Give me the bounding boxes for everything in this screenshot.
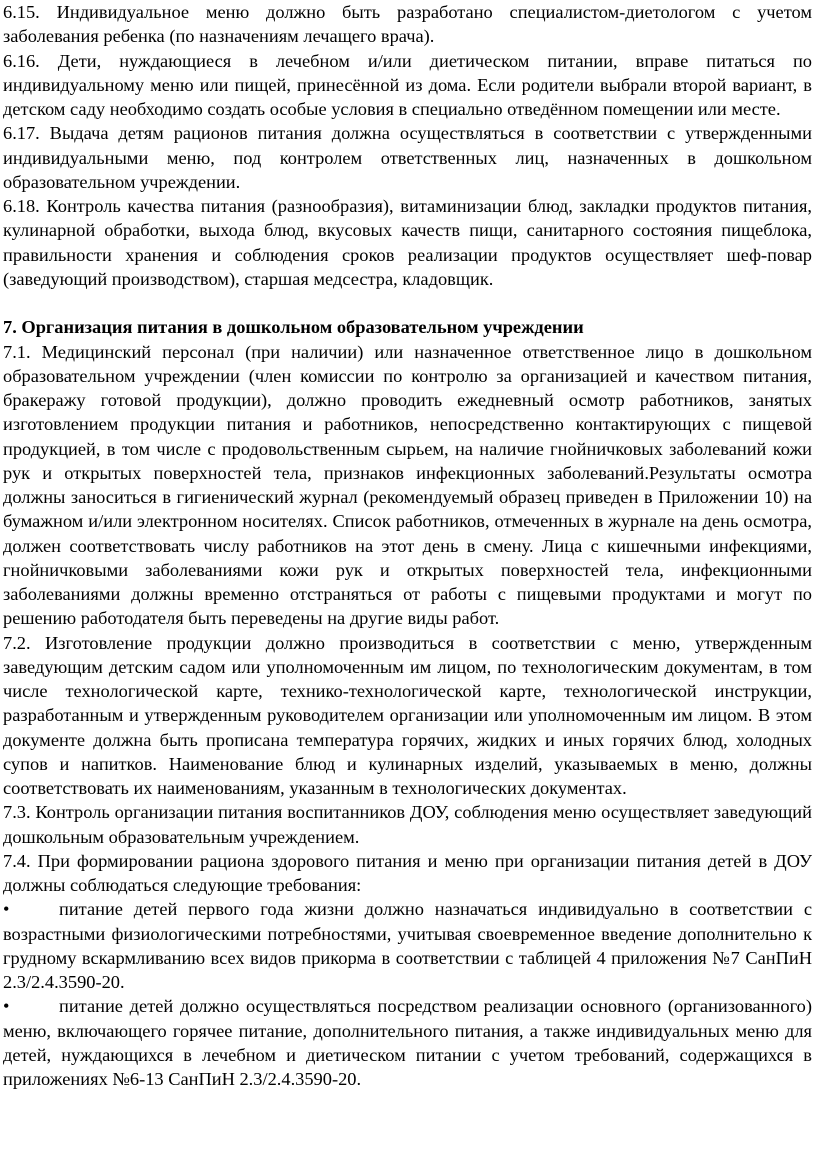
bullet-item [3, 897, 812, 994]
paragraph-7-2: 7.2. Изготовление продукции должно производиться в соответствии с меню, утвержденным заведующим детским садом или уполномоченным им лицом, по технологическим документам, в том числе технологической карте, технико-технологической карте, технологической инструкции, разработанным и утвержденным руководителем организации или уполномоченным им лицом. В этом документе должна быть прописана температура горячих, жидких и иных горячих блюд, холодных супов и напитков. Наименование блюд и кулинарных изделий, указываемых в меню, должны соответствовать их наименованиям, указанным в технологических документах. [3, 632, 812, 798]
paragraph-7-1: 7.1. Медицинский персонал (при наличии) или назначенное ответственное лицо в дошкольном образовательном учреждении (член комиссии по контролю за организацией и качеством питания, бракеражу готовой продукции), должно проводить ежедневный осмотр работников, занятых изготовлением продукции питания и работников, непосредственно контактирующих с пищевой продукцией, в том числе с продовольственным сырьем, на наличие гнойничковых заболеваний кожи рук и открытых поверхностей тела, признаков инфекционных заболеваний.Результаты осмотра должны заноситься в гигиенический журнал (рекомендуемый образец приведен в Приложении 10) на бумажном и/или электронном носителях. Список работников, отмеченных в журнале на день осмотра, должен соответствовать числу работников на этот день в смену. Лица с кишечными инфекциями, гнойничковыми заболеваниями кожи рук и открытых поверхностей тела, инфекционными заболеваниями должны временно отстраняться от работы с пищевыми продуктами и могут по решению работодателя быть переведены на другие виды работ. [3, 341, 812, 629]
bullet-mark: • [3, 996, 10, 1017]
paragraph-6-15: 6.15. Индивидуальное меню должно быть разработано специалистом-диетологом с учетом заболевания ребенка (по назначениям лечащего врача). [3, 2, 812, 47]
bullet-text: питание детей должно осуществляться посредством реализации основного (организованного) меню, включающего горячее питание, дополнительного питания, а также индивидуальных меню для детей, нуждающихся в лечебном и диетическом питании с учетом требований, содержащихся в приложениях №6-13 СанПиН 2.3/2.4.3590-20. [3, 996, 812, 1089]
bullet-text: питание детей первого года жизни должно назначаться индивидуально в соответствии с возрастными физиологическими потребностями, учитывая своевременное введение дополнительно к грудному вскармливанию всех видов прикорма в соответствии с таблицей 4 приложения №7 СанПиН 2.3/2.4.3590-20. [3, 899, 812, 992]
section-heading: 7. Организация питания в дошкольном образовательном учреждении [3, 317, 584, 338]
paragraph-6-16: 6.16. Дети, нуждающиеся в лечебном и/или диетическом питании, вправе питаться по индивидуальному меню или пищей, принесённой из дома. Если родители выбрали второй вариант, в детском саду необходимо создать особые условия в специально отведённом помещении или месте. [3, 50, 812, 119]
paragraph-7-3: 7.3. Контроль организации питания воспитанников ДОУ, соблюдения меню осуществляет заведующий дошкольным образовательным учреждением. [3, 802, 812, 847]
blank-line [3, 291, 812, 315]
paragraph-7-4: 7.4. При формировании рациона здорового питания и меню при организации питания детей в ДОУ должны соблюдаться следующие требования: [3, 850, 812, 895]
paragraph-6-17: 6.17. Выдача детям рационов питания должна осуществляться в соответствии с утвержденными индивидуальными меню, под контролем ответственных лиц, назначенных в дошкольном образовательном учреждении. [3, 123, 812, 192]
paragraph-6-18: 6.18. Контроль качества питания (разнообразия), витаминизации блюд, закладки продуктов питания, кулинарной обработки, выхода блюд, вкусовых качеств пищи, санитарного состояния пищеблока, правильности хранения и соблюдения сроков реализации продуктов осуществляет шеф-повар (заведующий производством), старшая медсестра, кладовщик. [3, 196, 812, 289]
bullet-item [3, 994, 812, 1091]
bullet-mark: • [3, 899, 10, 920]
